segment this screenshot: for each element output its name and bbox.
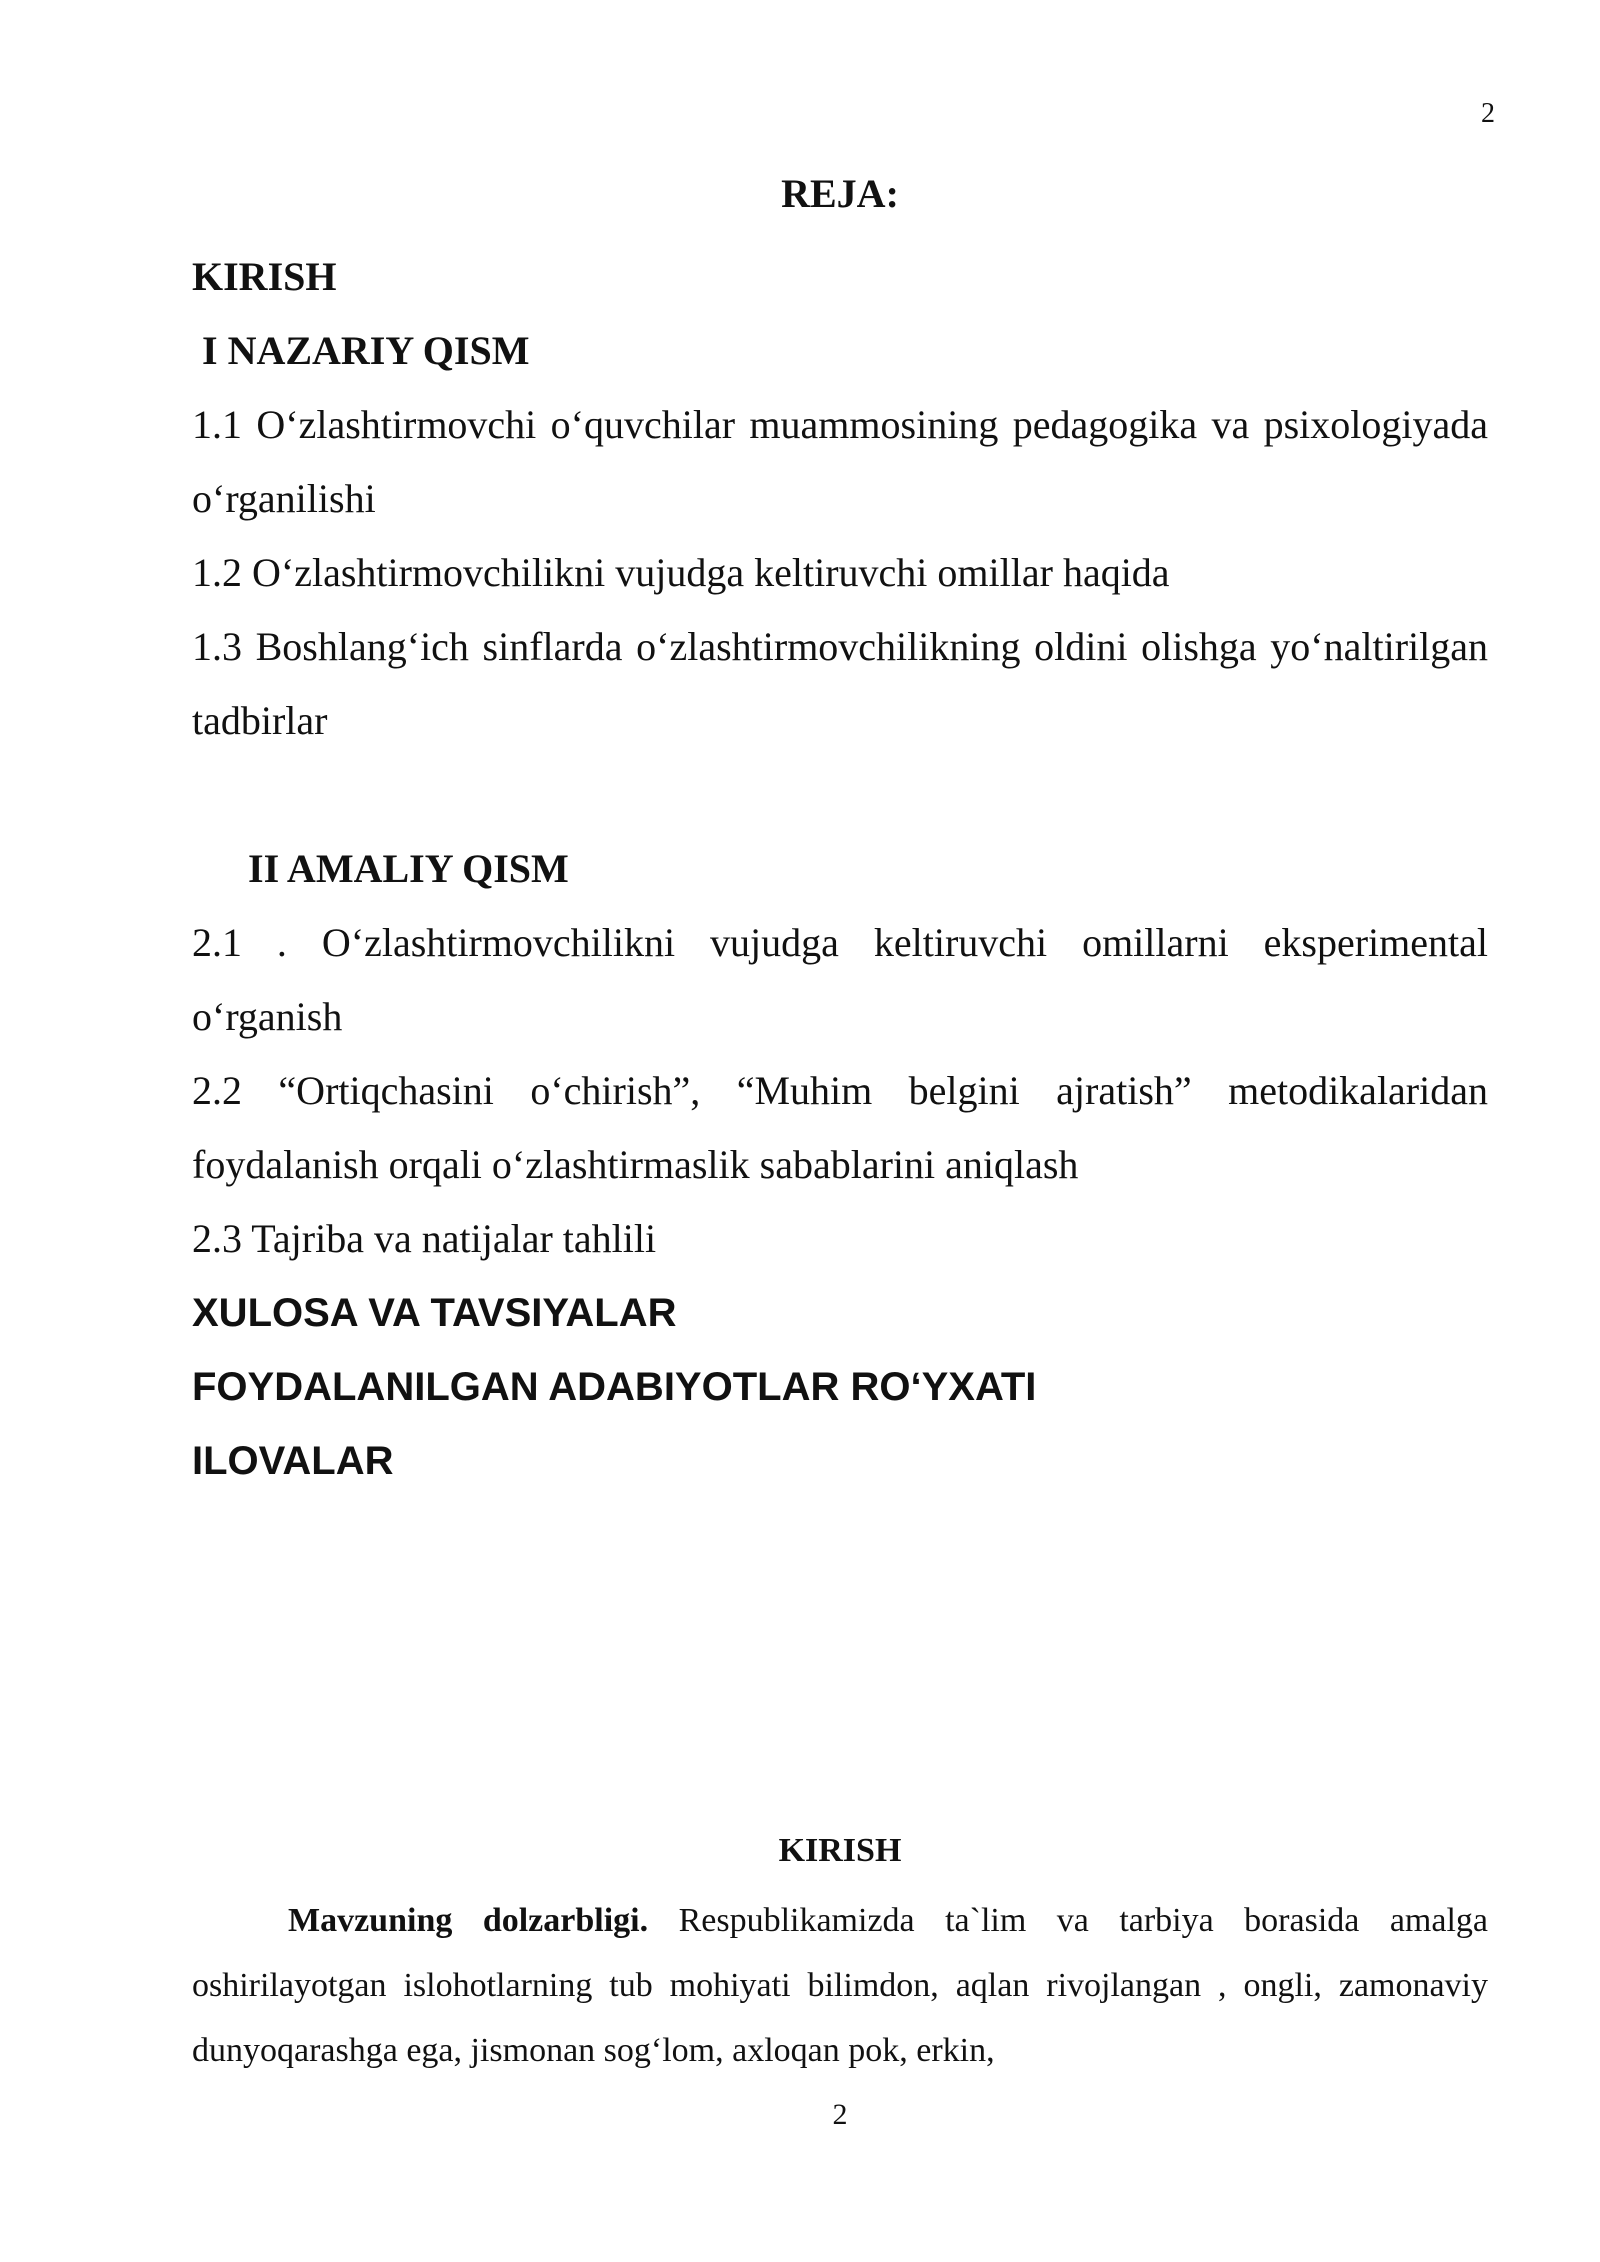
toc-item-2-1: 2.1 . O‘zlashtirmovchilikni vujudga keltiruvchi omillarni eksperimental o‘rganish — [192, 920, 1488, 1039]
toc-item-2-3: 2.3 Tajriba va natijalar tahlili — [192, 1216, 657, 1261]
toc-spacer — [192, 758, 1488, 832]
toc-item-1-1: 1.1 O‘zlashtirmovchi o‘quvchilar muammosining pedagogika va psixologiyada o‘rganilishi — [192, 402, 1488, 521]
toc-part2-title: II AMALIY QISM — [248, 846, 569, 891]
page-number-bottom: 2 — [832, 2098, 848, 2131]
page-number-top: 2 — [1481, 98, 1495, 129]
toc-item-1-2: 1.2 O‘zlashtirmovchilikni vujudga keltiruvchi omillar haqida — [192, 550, 1170, 595]
intro-lead-bold: Mavzuning dolzarbligi. — [288, 1902, 649, 1939]
intro-body-text: Respublikamizda ta`lim va tarbiya borasida amalga oshirilayotgan islohotlarning tub mohiyati bilimdon, aqlan rivojlangan , ongli, zamonaviy dunyoqarashga ega, jismonan sog‘lom, axloqan pok, erkin, — [192, 1902, 1488, 2069]
table-of-contents — [192, 240, 1488, 1498]
intro-paragraph — [192, 1888, 1488, 2083]
toc-kirish: KIRISH — [192, 254, 337, 299]
toc-appendices: ILOVALAR — [192, 1439, 394, 1483]
toc-conclusion: XULOSA VA TAVSIYALAR — [192, 1291, 677, 1335]
toc-item-1-3: 1.3 Boshlang‘ich sinflarda o‘zlashtirmovchilikning oldini olishga yo‘naltirilgan tadbirlar — [192, 624, 1488, 743]
toc-item-2-2: 2.2 “Ortiqchasini o‘chirish”, “Muhim belgini ajratish” metodikalaridan foydalanish orqali o‘zlashtirmaslik sabablarini aniqlash — [192, 1068, 1488, 1187]
toc-part1-title: I NAZARIY QISM — [202, 328, 530, 373]
toc-references: FOYDALANILGAN ADABIYOTLAR RO‘YXATI — [192, 1365, 1037, 1409]
intro-title: KIRISH — [778, 1832, 902, 1869]
plan-title: REJA: — [781, 171, 899, 216]
